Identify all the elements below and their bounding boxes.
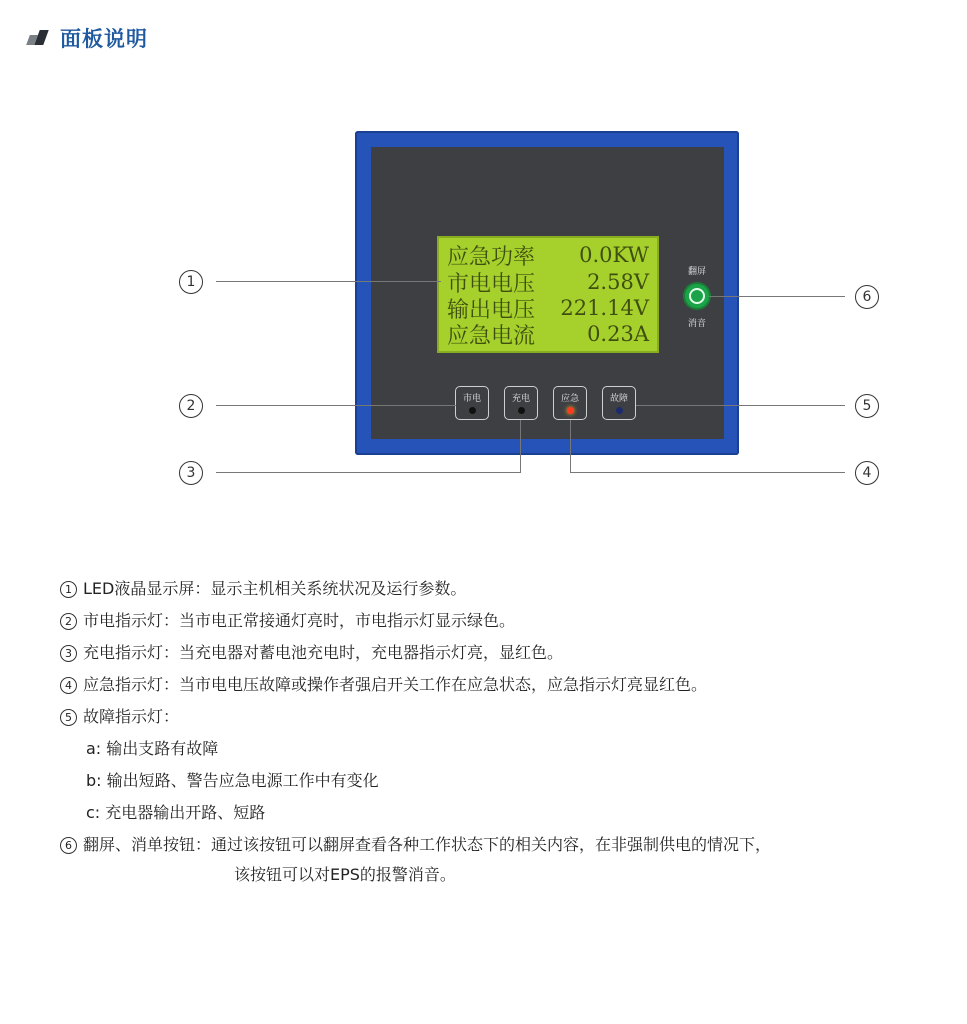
lcd-row-value: 0.0KW xyxy=(579,243,649,267)
callout-line-5 xyxy=(636,405,845,406)
indicator-led-icon xyxy=(567,407,574,414)
indicator-label: 充电 xyxy=(511,394,530,404)
description-item xyxy=(60,608,515,631)
item-text: LED液晶显示屏：显示主机相关系统状况及运行参数。 xyxy=(83,579,467,598)
item-text: 充电指示灯：当充电器对蓄电池充电时，充电器指示灯亮，显红色。 xyxy=(83,643,564,662)
callout-line-2 xyxy=(216,405,456,406)
indicator-label: 市电 xyxy=(462,394,481,404)
section-header xyxy=(28,22,148,54)
item-text: 该按钮可以对EPS的报警消音。 xyxy=(234,865,456,884)
item-text: 应急指示灯：当市电电压故障或操作者强启开关工作在应急状态，应急指示灯亮显红色。 xyxy=(83,675,708,694)
description-item xyxy=(60,576,466,599)
lcd-row-label: 市电电压 xyxy=(447,271,536,297)
item-text: 翻屏、消单按钮：通过该按钮可以翻屏查看各种工作状态下的相关内容，在非强制供电的情况下， xyxy=(83,835,772,854)
indicator-charge xyxy=(504,386,538,420)
description-item xyxy=(60,672,707,695)
callout-line-4 xyxy=(570,472,845,473)
mute-label: 消音 xyxy=(687,319,706,329)
item-text: b: 输出短路、警告应急电源工作中有变化 xyxy=(86,771,379,790)
item-number: 4 xyxy=(60,677,77,694)
callout-number: 4 xyxy=(855,461,879,485)
description-subitem xyxy=(86,800,265,823)
lcd-row xyxy=(447,295,649,321)
item-text: 故障指示灯： xyxy=(83,707,180,726)
item-number: 3 xyxy=(60,645,77,662)
page-title: 面板说明 xyxy=(60,27,148,51)
description-continuation xyxy=(234,862,456,885)
lcd-row-label: 应急功率 xyxy=(447,244,536,270)
description-item xyxy=(60,640,563,663)
lcd-row-value: 2.58V xyxy=(587,270,649,294)
callout-line-4-vertical xyxy=(570,420,571,473)
item-number: 6 xyxy=(60,837,77,854)
indicator-led-icon xyxy=(616,407,623,414)
indicator-led-icon xyxy=(518,407,525,414)
indicator-label: 应急 xyxy=(560,394,579,404)
callout-line-1 xyxy=(216,281,441,282)
item-number: 2 xyxy=(60,613,77,630)
description-item xyxy=(60,704,179,727)
callout-number: 2 xyxy=(179,394,203,418)
indicator-fault xyxy=(602,386,636,420)
lcd-row-value: 0.23A xyxy=(587,322,649,346)
lcd-row xyxy=(447,269,649,295)
item-text: c: 充电器输出开路、短路 xyxy=(86,803,266,822)
callout-number: 5 xyxy=(855,394,879,418)
lcd-row xyxy=(447,242,649,268)
description-subitem xyxy=(86,736,218,759)
callout-line-3 xyxy=(216,472,520,473)
button-ring-icon xyxy=(689,288,705,304)
description-item xyxy=(60,832,771,855)
flip-screen-label: 翻屏 xyxy=(687,267,706,277)
section-marker-icon xyxy=(28,30,48,46)
callout-number: 6 xyxy=(855,285,879,309)
item-text: a: 输出支路有故障 xyxy=(86,739,219,758)
lcd-row-label: 输出电压 xyxy=(447,297,536,323)
callout-line-6 xyxy=(709,296,845,297)
lcd-row-value: 221.14V xyxy=(560,296,649,320)
indicator-mains xyxy=(455,386,489,420)
item-number: 1 xyxy=(60,581,77,598)
lcd-display xyxy=(437,236,659,353)
indicator-emergency xyxy=(553,386,587,420)
item-text: 市电指示灯：当市电正常接通灯亮时，市电指示灯显示绿色。 xyxy=(83,611,516,630)
flip-mute-button[interactable] xyxy=(685,284,709,308)
lcd-row-label: 应急电流 xyxy=(447,323,536,349)
callout-number: 3 xyxy=(179,461,203,485)
callout-number: 1 xyxy=(179,270,203,294)
indicator-led-icon xyxy=(469,407,476,414)
item-number: 5 xyxy=(60,709,77,726)
callout-line-3-vertical xyxy=(520,420,521,473)
description-subitem xyxy=(86,768,379,791)
lcd-row xyxy=(447,321,649,347)
indicator-label: 故障 xyxy=(609,394,628,404)
